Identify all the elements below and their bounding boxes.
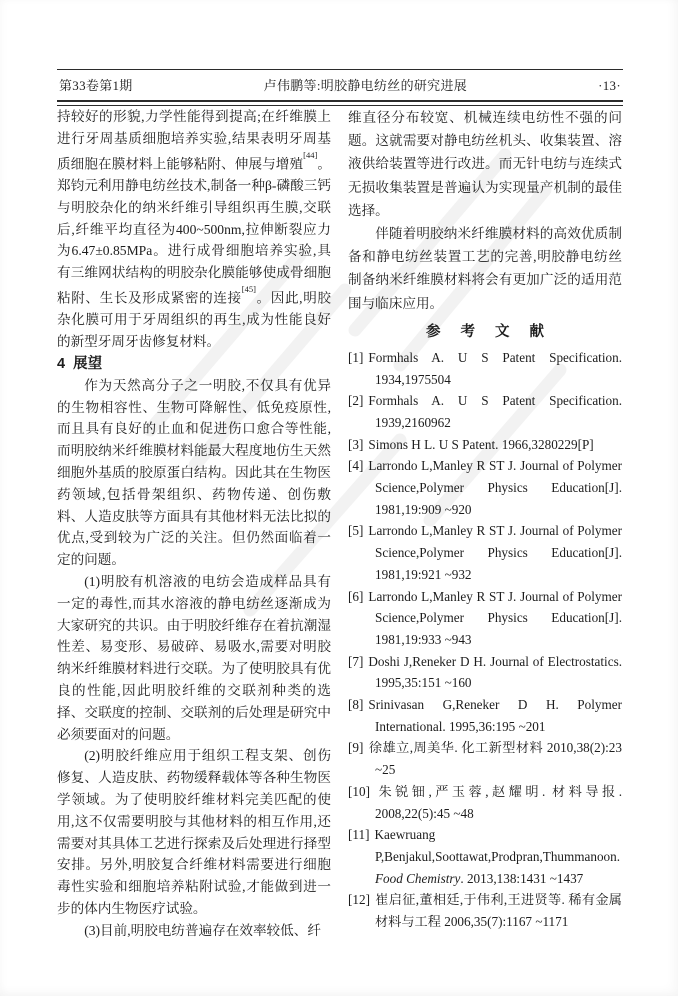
paragraph-item-1: (1)明胶有机溶液的电纺会造成样品具有一定的毒性,而其水溶液的静电纺丝逐渐成为大家研究的共识。由于明胶纤维存在着抗潮湿性差、易变形、易破碎、易吸水,需要对明胶纳米纤维膜材料进行交联。为了使明胶具有优良的性能,因此明胶纤维的交联剂种类的选择、交联度的控制、交联剂的后处理是研究中必须要面对的问题。: [57, 574, 331, 742]
reference-number: [8]: [348, 697, 364, 713]
right-column: [348, 106, 622, 942]
reference-number: [6]: [348, 588, 364, 604]
reference-text: 崔启征,董相廷,于伟利,王进贤等. 稀有金属材料与工程 2006,35(7):1167 ~1171: [374, 892, 622, 930]
reference-number: [2]: [348, 393, 364, 409]
reference-number: [11]: [348, 827, 370, 843]
reference-text: Simons H L. U S Patent. 1966,3280229[P]: [368, 436, 594, 452]
page-marker: ·13·: [598, 78, 621, 93]
paragraph-closing: 伴随着明胶纳米纤维膜材料的高效优质制备和静电纺丝装置工艺的完善,明胶静电纺丝制备纳米纤维膜材料将会有更加广泛的适用范围与临床应用。: [348, 226, 622, 311]
reference-text: Srinivasan G,Reneker D H. Polymer International. 1995,36:195 ~201: [368, 697, 622, 734]
reference-item-4: [348, 455, 622, 520]
reference-item-5: [348, 520, 622, 585]
running-title: 卢伟鹏等:明胶静电纺丝的研究进展: [263, 78, 468, 93]
paragraph-continuation: 维直径分布较宽、机械连续电纺性不强的问题。这就需要对静电纺丝机头、收集装置、溶液供给装置等进行改进。而无针电纺与连续式无损收集装置是普遍认为实现量产机制的最佳选择。: [348, 110, 622, 218]
reference-number: [1]: [348, 349, 364, 365]
reference-item-9: [348, 737, 622, 780]
volume-issue: 第33卷第1期: [59, 78, 133, 93]
paragraph-item-2: (2)明胶纤维应用于组织工程支架、创伤修复、人造皮肤、药物缓释载体等各种生物医学领域。为了使明胶纤维材料完美匹配的使用,这不仅需要明胶与其他材料的相互作用,还需要对其具体工艺进行探索及后处理进行择型安排。另外,明胶复合纤维材料需要进行细胞毒性实验和细胞培养粘附试验,才能做到进一步的体内生物医疗试验。: [57, 748, 331, 916]
reference-item-1: [348, 347, 622, 390]
reference-item-3: [348, 434, 622, 456]
page-header: [57, 69, 623, 106]
reference-number: [3]: [348, 436, 364, 452]
reference-number: [7]: [348, 653, 364, 669]
reference-item-12: [348, 889, 622, 932]
reference-item-6: [348, 586, 622, 651]
reference-number: [9]: [348, 740, 364, 756]
reference-text: Doshi J,Reneker D H. Journal of Electrostatics. 1995,35:151 ~160: [368, 653, 622, 691]
reference-item-11: [348, 824, 622, 889]
paragraph-item-3: (3)目前,明胶电纺普遍存在效率较低、纤: [84, 922, 321, 938]
reference-text: Formhals A. U S Patent Specification. 1934,1975504: [368, 349, 622, 387]
paragraph-text: 。郑钧元利用静电纺丝技术,制备一种β-磷酸三钙与明胶杂化的纳米纤维引导组织再生膜,交联后,纤维平均直径为400~500nm,拉伸断裂应力为6.47±0.85MPa。进行成骨细胞培养实验,具有三维网状结构的明胶杂化膜能够使成骨细胞粘附、生长及形成紧密的连接: [57, 156, 332, 306]
paragraph: 作为天然高分子之一明胶,不仅具有优异的生物相容性、生物可降解性、低免疫原性,而且具有良好的止血和促进伤口愈合等性能,而明胶纳米纤维膜材料能最大程度地仿生天然细胞外基质的胶原蛋白结构。因此其在生物医药领域,包括骨架组织、药物传递、创伤敷料、人造皮肤等方面具有其他材料无法比拟的优点,受到较为广泛的关注。但仍然面临着一定的问题。: [57, 377, 331, 568]
text-columns: [57, 106, 623, 942]
reference-number: [5]: [348, 523, 364, 539]
citation-ref-45: [45]: [241, 283, 256, 294]
reference-text: Larrondo L,Manley R ST J. Journal of Polymer Science,Polymer Physics Education[J]. 1981,19:933 ~943: [368, 588, 622, 647]
reference-text: Formhals A. U S Patent Specification. 1939,2160962: [368, 393, 622, 430]
reference-list: [348, 347, 622, 933]
reference-journal-italic: Food Chemistry: [375, 870, 461, 886]
references-heading: 参 考 文 献: [426, 323, 552, 340]
citation-ref-44: [44]: [303, 149, 318, 160]
reference-item-8: [348, 694, 622, 737]
reference-text: Larrondo L,Manley R ST J. Journal of Polymer Science,Polymer Physics Education[J]. 1981,19:909 ~920: [368, 458, 622, 517]
paragraph-continuation: [57, 106, 331, 353]
reference-text: Kaewruang P,Benjakul,Soottawat,Prodpran,Thummanoon.: [374, 827, 621, 864]
reference-text: 朱锐钿,严玉蓉,赵耀明. 材料导报. 2008,22(5):45 ~48: [374, 783, 622, 821]
reference-text: . 2013,138:1431 ~1437: [460, 870, 584, 886]
reference-number: [10]: [348, 783, 370, 799]
reference-item-2: [348, 390, 622, 433]
header-row: [57, 70, 623, 100]
reference-text: Larrondo L,Manley R ST J. Journal of Polymer Science,Polymer Physics Education[J]. 1981,19:921 ~932: [368, 523, 622, 582]
reference-item-7: [348, 651, 622, 694]
paragraph-text: 。因此,明胶杂化膜可用于牙周组织的再生,成为性能良好的新型牙周牙齿修复材料。: [57, 290, 331, 350]
section-heading-outlook: 4 展望: [57, 355, 103, 372]
reference-number: [12]: [348, 892, 370, 908]
reference-number: [4]: [348, 458, 364, 474]
reference-text: 徐雄立,周美华. 化工新型材料 2010,38(2):23 ~25: [368, 740, 622, 778]
left-column: [57, 106, 331, 942]
paragraph-text: 持较好的形貌,力学性能得到提高;在纤维膜上进行牙周基质细胞培养实验,结果表明牙周基质细胞在膜材料上能够粘附、伸展与增殖: [57, 109, 331, 172]
reference-item-10: [348, 781, 622, 824]
